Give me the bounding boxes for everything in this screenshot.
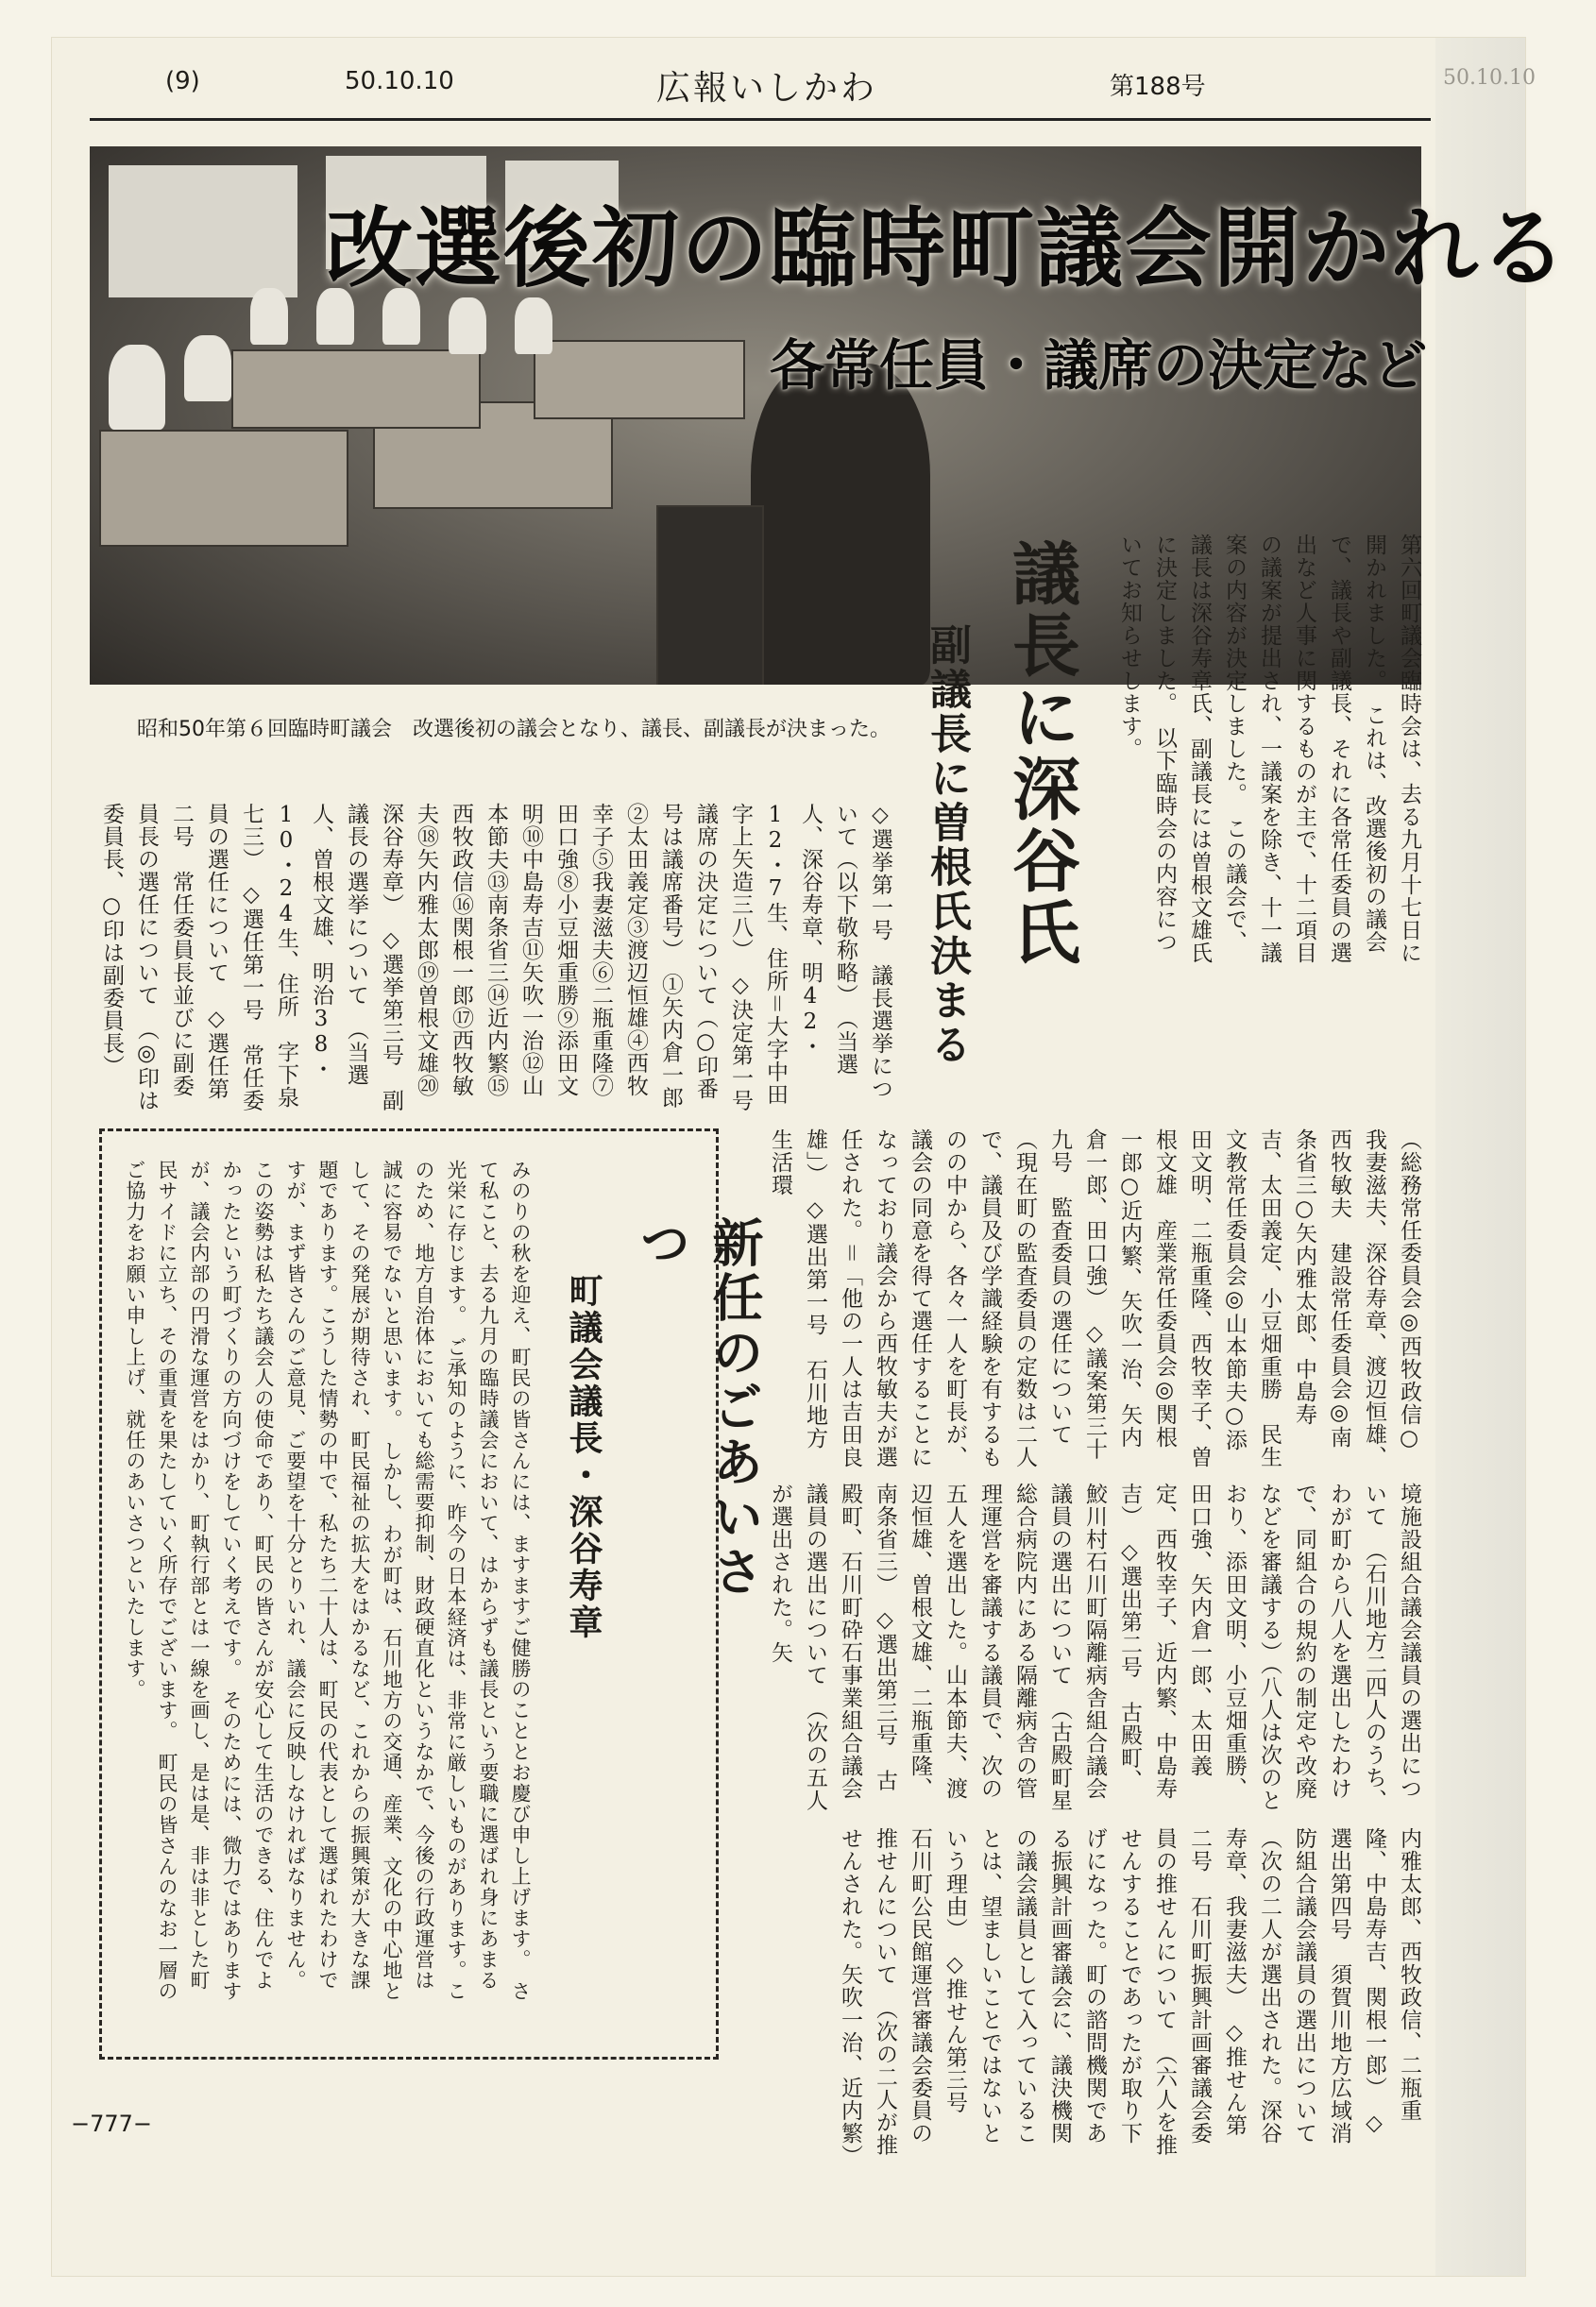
greeting-author: 町議会議長・深谷寿章 (564, 1273, 603, 1641)
section-subtitle: 副議長に曽根氏決まる (923, 623, 971, 1067)
greeting-body: みのりの秋を迎え、町民の皆さんには、ますますご健勝のこととお慶び申し上げます。 さて私こと、去る九月の臨時議会において、はからずも議長という要職に選ばれ身にあまる光栄に存じます。 ご承知のように、昨今の日本経済は、非常に厳しいものがあります。このため、地方自治体においても総需要抑制、財政硬直化というなかで、今後の行政運営は誠に容易でないと思います。 しかし、わが町は、石川地方の交通、産業、文化の中心地として、その発展が期待され、町民福祉の拡大をはかるなど、これからの振興策が大きな課題であります。こうした情勢の中で、私たち二十人は、町民の代表として選ばれたわけですが、まず皆さんのご意見、ご要望を十分とりいれ、議会に反映しなければなりません。この姿勢は私たち議会人の使命であり、町民の皆さんが安心して生活のできる、住んでよかったという町づくりの方向づけをしていく考えです。 そのためには、微力ではありますが、議会内部の円滑な運営をはかり、町執行部とは一線を画し、是は是、非は非とした町民サイドに立ち、その重責を果たしていく所存でございます。 町民の皆さんのなお一層のご協力をお願い申し上げ、就任のあいさつといたします。 (124, 1160, 532, 2002)
section-title: 議長に深谷氏 (1001, 538, 1081, 969)
page-number: (9) (165, 67, 200, 95)
newsletter-page (52, 38, 1570, 2276)
article-column-d: 内雅太郎、西牧政信、二瓶重隆、中島寿吉、関根一郎） ◇選出第四号 須賀川地方広域消防組合議会議員の選出について （次の二人が選出された。深谷寿章、我妻滋夫） ◇推せん第二号 石川町振興計画審議会委員の推せんについて （六人を推せんすることであったが取り下げになった。町の諮問機関である振興計画審議会に、議決機関の議会議員として入っていることは、望ましいことではないという理由） ◇推せん第三号 石川町公民館運営審議会委員の推せんについて （次の二人が推せんされた。矢吹一治、近内繁） (838, 1827, 1421, 2167)
greeting-title: 新任のごあいさつ (632, 1216, 765, 1600)
page-header (90, 61, 1431, 121)
article-column-b: （総務常任委員会◎西牧政信○我妻滋夫、深谷寿章、渡辺恒雄、西牧敏夫 建設常任委員会◎南条省三○矢内雅太郎、中島寿吉、太田義定、小豆畑重勝 民生文教常任委員会◎山本節夫○添田文明、二瓶重隆、西牧幸子、曽根文雄 産業常任委員会◎関根一郎○近内繁、矢吹一治、矢内倉一郎、田口強） ◇議案第三十九号 監査委員の選任について （現在町の監査委員の定数は二人で、議員及び学識経験を有するものの中から、各々一人を町長が、議会の同意を得て選任することになっており議会から西牧敏夫が選任された。＝「他の一人は吉田良雄」） ◇選出第一号 石川地方生活環 (768, 1128, 1421, 1468)
intro-paragraph: 第六回町議会臨時会は、去る九月十七日に開かれました。 これは、改選後初の議会で、議長や副議長、それに各常任委員の選出など人事に関するものが主で、十二項目の議案が提出され、一議案を除き、十一議案の内容が決定しました。 この議会で、議長は深谷寿章氏、副議長には曽根文雄氏に決定しました。 以下臨時会の内容についてお知らせします。 (1117, 534, 1421, 964)
issue-date: 50.10.10 (345, 67, 454, 95)
article-column-a: ◇選挙第一号 議長選挙について（以下敬称略） （当選人、深谷寿章、明42・12・7生、住所＝大字中田字上矢造三八） ◇決定第一号 議席の決定について（○印番号は議席番号） ①矢内倉一郎②太田義定③渡辺恒雄④西牧幸子⑤我妻滋夫⑥二瓶重隆⑦田口強⑧小豆畑重勝⑨添田文明⑩中島寿吉⑪矢吹一治⑫山本節夫⑬南条省三⑭近内繁⑮西牧政信⑯関根一郎⑰西牧敏夫⑱矢内雅太郎⑲曽根文雄⑳深谷寿章） ◇選挙第三号 副議長の選挙について （当選人、曽根文雄、明治38・10・24生、住所 字下泉七三） ◇選任第一号 常任委員の選任について ◇選任第二号 常任委員長並びに副委員長の選任について （◎印は委員長、○印は副委員長） (99, 803, 892, 1135)
page-footer-number: −777− (71, 2111, 153, 2137)
photo-caption: 昭和50年第６回臨時町議会 改選後初の議会となり、議長、副議長が決まった。 (137, 718, 891, 741)
sub-headline: 各常任員・議席の決定など (770, 333, 1428, 398)
adjacent-page-date: 50.10.10 (1443, 66, 1536, 90)
adjacent-page-edge (1435, 38, 1536, 2276)
article-column-c: 境施設組合議会議員の選出について （石川地方二四人のうち、わが町から八人を選出したわけで、同組合の規約の制定や改廃などを審議する）（八人は次のとおり、添田文明、小豆畑重勝、田口強、矢内倉一郎、太田義定、西牧幸子、近内繁、中島寿吉） ◇選出第二号 古殿町、鮫川村石川町隔離病舎組合議会議員の選出について （古殿町星総合病院内にある隔離病舎の管理運営を審議する議員で、次の五人を選出した。山本節夫、渡辺恒雄、曽根文雄、二瓶重隆、南条省三） ◇選出第三号 古殿町、石川町砕石事業組合議会議員の選出について （次の五人が選出された。矢 (768, 1483, 1421, 1812)
newsletter-title: 広報いしかわ (656, 69, 878, 108)
greeting-box (99, 1128, 765, 2060)
issue-number: 第188号 (1110, 73, 1206, 101)
main-headline: 改選後初の臨時町議会開かれる (326, 197, 1570, 299)
